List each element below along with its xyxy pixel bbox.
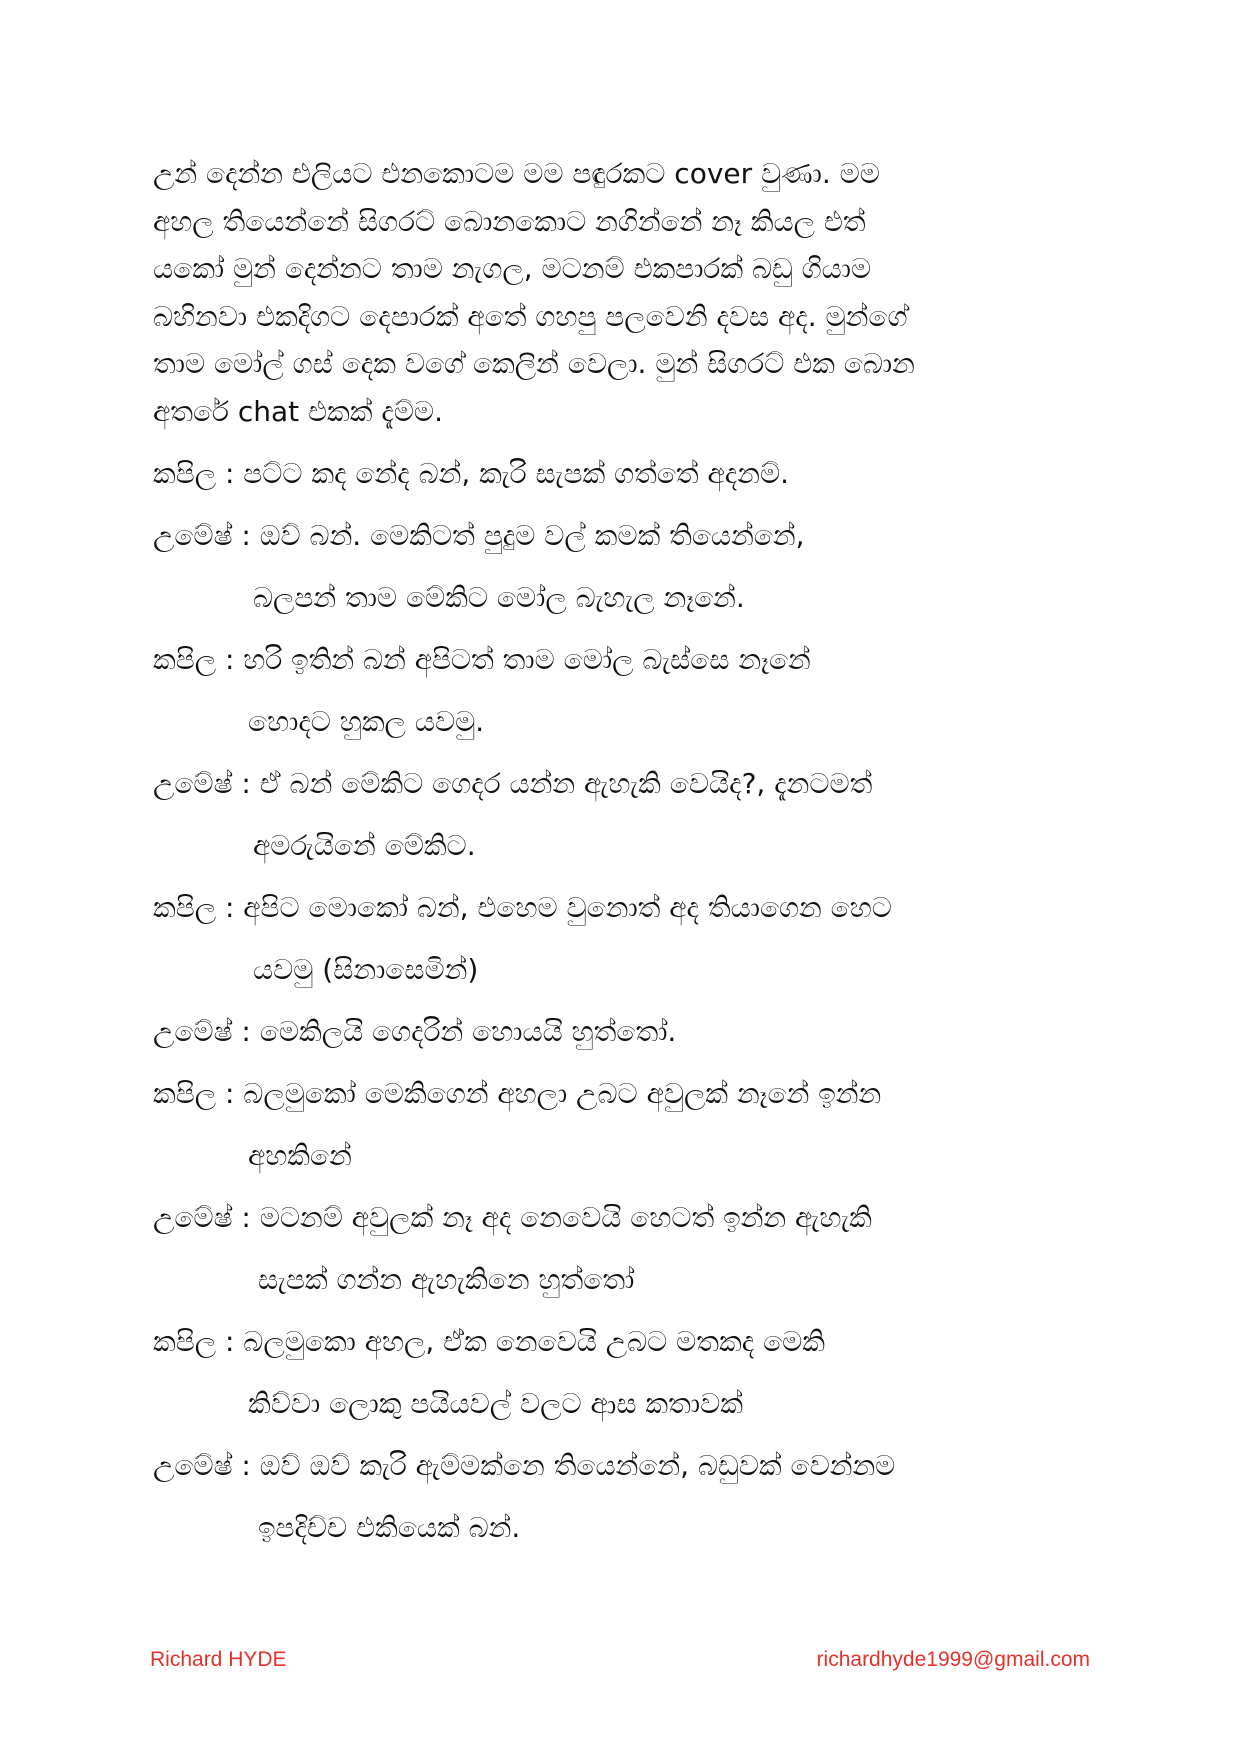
dialogue-text: පට්ට කද නේද බන්, කැරි සැපක් ගත්තේ අදනම්. bbox=[243, 457, 789, 490]
dialogue-entry bbox=[153, 1063, 1103, 1125]
speaker-colon: : bbox=[232, 767, 260, 800]
dialogue-continuation: කිව්වා ලොකු පයියවල් වලට ආස කතාවක් bbox=[248, 1387, 743, 1420]
intro-line: අහල තියෙන්නේ සිගරට් බොනකොට නගින්නේ නෑ කියල එත් bbox=[153, 204, 866, 238]
intro-line: බහිනවා එකදිගට දෙපාරක් අතේ ගහපු පලවෙනි දවස අද. මුන්ගේ bbox=[153, 299, 908, 333]
dialogue-continuation: හොදට හුකල යවමු. bbox=[248, 705, 485, 738]
speaker-name: උමේෂ් bbox=[153, 1201, 233, 1234]
dialogue-continuation: සැපක් ගන්න ඇහැකිනෙ හුත්තෝ bbox=[258, 1263, 635, 1296]
dialogue-entry bbox=[153, 1435, 1103, 1497]
speaker-name: කපිල bbox=[153, 891, 217, 924]
speaker-name: කපිල bbox=[153, 1077, 217, 1110]
speaker-name: කපිල bbox=[153, 643, 217, 676]
speaker-colon: : bbox=[216, 643, 244, 676]
dialogue-text: ඔව් බන්. මෙකිටත් පුදුම වල් කමක් තියෙන්නේ, bbox=[259, 519, 805, 552]
speaker-colon: : bbox=[232, 1015, 260, 1048]
dialogue-entry bbox=[153, 1187, 1103, 1249]
dialogue-entry bbox=[153, 877, 1103, 939]
dialogue-text: ඔව් ඔව් කැරි ඇම්මක්නෙ තියෙන්නේ, බඩුවක් වෙන්නම bbox=[259, 1449, 896, 1482]
intro-paragraph bbox=[153, 150, 1103, 435]
dialogue-text: බලමුකො අහල, ඒක නෙවෙයි උබට මතකද මෙකි bbox=[243, 1325, 826, 1358]
intro-line: අතරේ chat එකක් දැම්ම. bbox=[153, 394, 443, 428]
dialogue-text: මටනම් අවුලක් නෑ අද නෙවෙයි හෙටත් ඉන්න ඇහැකි bbox=[259, 1201, 872, 1234]
dialogue-continuation: යවමු (සිනාසෙමින්) bbox=[253, 953, 479, 986]
speaker-colon: : bbox=[216, 891, 244, 924]
footer-author: Richard HYDE bbox=[150, 1648, 287, 1671]
speaker-colon: : bbox=[216, 1325, 244, 1358]
dialogue-entry bbox=[153, 629, 1103, 691]
page-body bbox=[153, 150, 1103, 1559]
speaker-colon: : bbox=[232, 1449, 260, 1482]
dialogue-entry bbox=[153, 443, 1103, 505]
speaker-colon: : bbox=[232, 519, 260, 552]
dialogue-text: බලමුකෝ මෙකිගෙන් අහලා උබට අවුලක් නෑනේ ඉන්න bbox=[243, 1077, 882, 1110]
speaker-colon: : bbox=[216, 457, 244, 490]
dialogue-text: හරි ඉතින් බන් අපිටත් තාම මෝල බැස්සෙ නෑනේ bbox=[243, 643, 811, 676]
dialogue-continuation: ඉපදිච්ච එකියෙක් බන්. bbox=[258, 1511, 521, 1544]
dialogue-entry bbox=[153, 505, 1103, 567]
dialogue-entry bbox=[153, 1311, 1103, 1373]
footer-email: richardhyde1999@gmail.com bbox=[816, 1648, 1090, 1671]
speaker-name: උමේෂ් bbox=[153, 1015, 233, 1048]
dialogue-block bbox=[153, 443, 1103, 1559]
dialogue-text: මෙකිලයි ගෙදරින් හොයයි හුත්තෝ. bbox=[259, 1015, 677, 1048]
speaker-name: උමේෂ් bbox=[153, 519, 233, 552]
dialogue-text: ඒ බන් මේකිට ගෙදර යන්න ඇහැකි වෙයිද?, දැනටමත් bbox=[259, 767, 873, 800]
intro-line: තාම මෝල් ගස් දෙක වගේ කෙලින් වෙලා. මුන් සිගරට් එක බොන bbox=[153, 347, 915, 380]
speaker-colon: : bbox=[216, 1077, 244, 1110]
dialogue-entry bbox=[153, 753, 1103, 815]
speaker-name: උමේෂ් bbox=[153, 1449, 233, 1482]
speaker-colon: : bbox=[232, 1201, 260, 1234]
speaker-name: කපිල bbox=[153, 457, 217, 490]
speaker-name: කපිල bbox=[153, 1325, 217, 1358]
dialogue-entry bbox=[153, 1001, 1103, 1063]
dialogue-text: අපිට මොකෝ බන්, එහෙම වුනොත් අද තියාගෙන හෙට bbox=[243, 891, 892, 924]
dialogue-continuation: අහකිනේ bbox=[248, 1139, 352, 1172]
speaker-name: උමේෂ් bbox=[153, 767, 233, 800]
dialogue-continuation: අමරුයිනේ මේකිට. bbox=[253, 829, 476, 862]
intro-line: උන් දෙන්න එලියට එනකොටම මම පඳුරකට cover වුණා. මම bbox=[153, 157, 880, 190]
dialogue-continuation: බලපන් තාම මේකිට මෝල බැහැල නෑනේ. bbox=[253, 581, 745, 614]
intro-line: යකෝ මුන් දෙන්නට තාම නැගල, මටනම් එකපාරක් බඩු ගියාම bbox=[153, 252, 872, 285]
